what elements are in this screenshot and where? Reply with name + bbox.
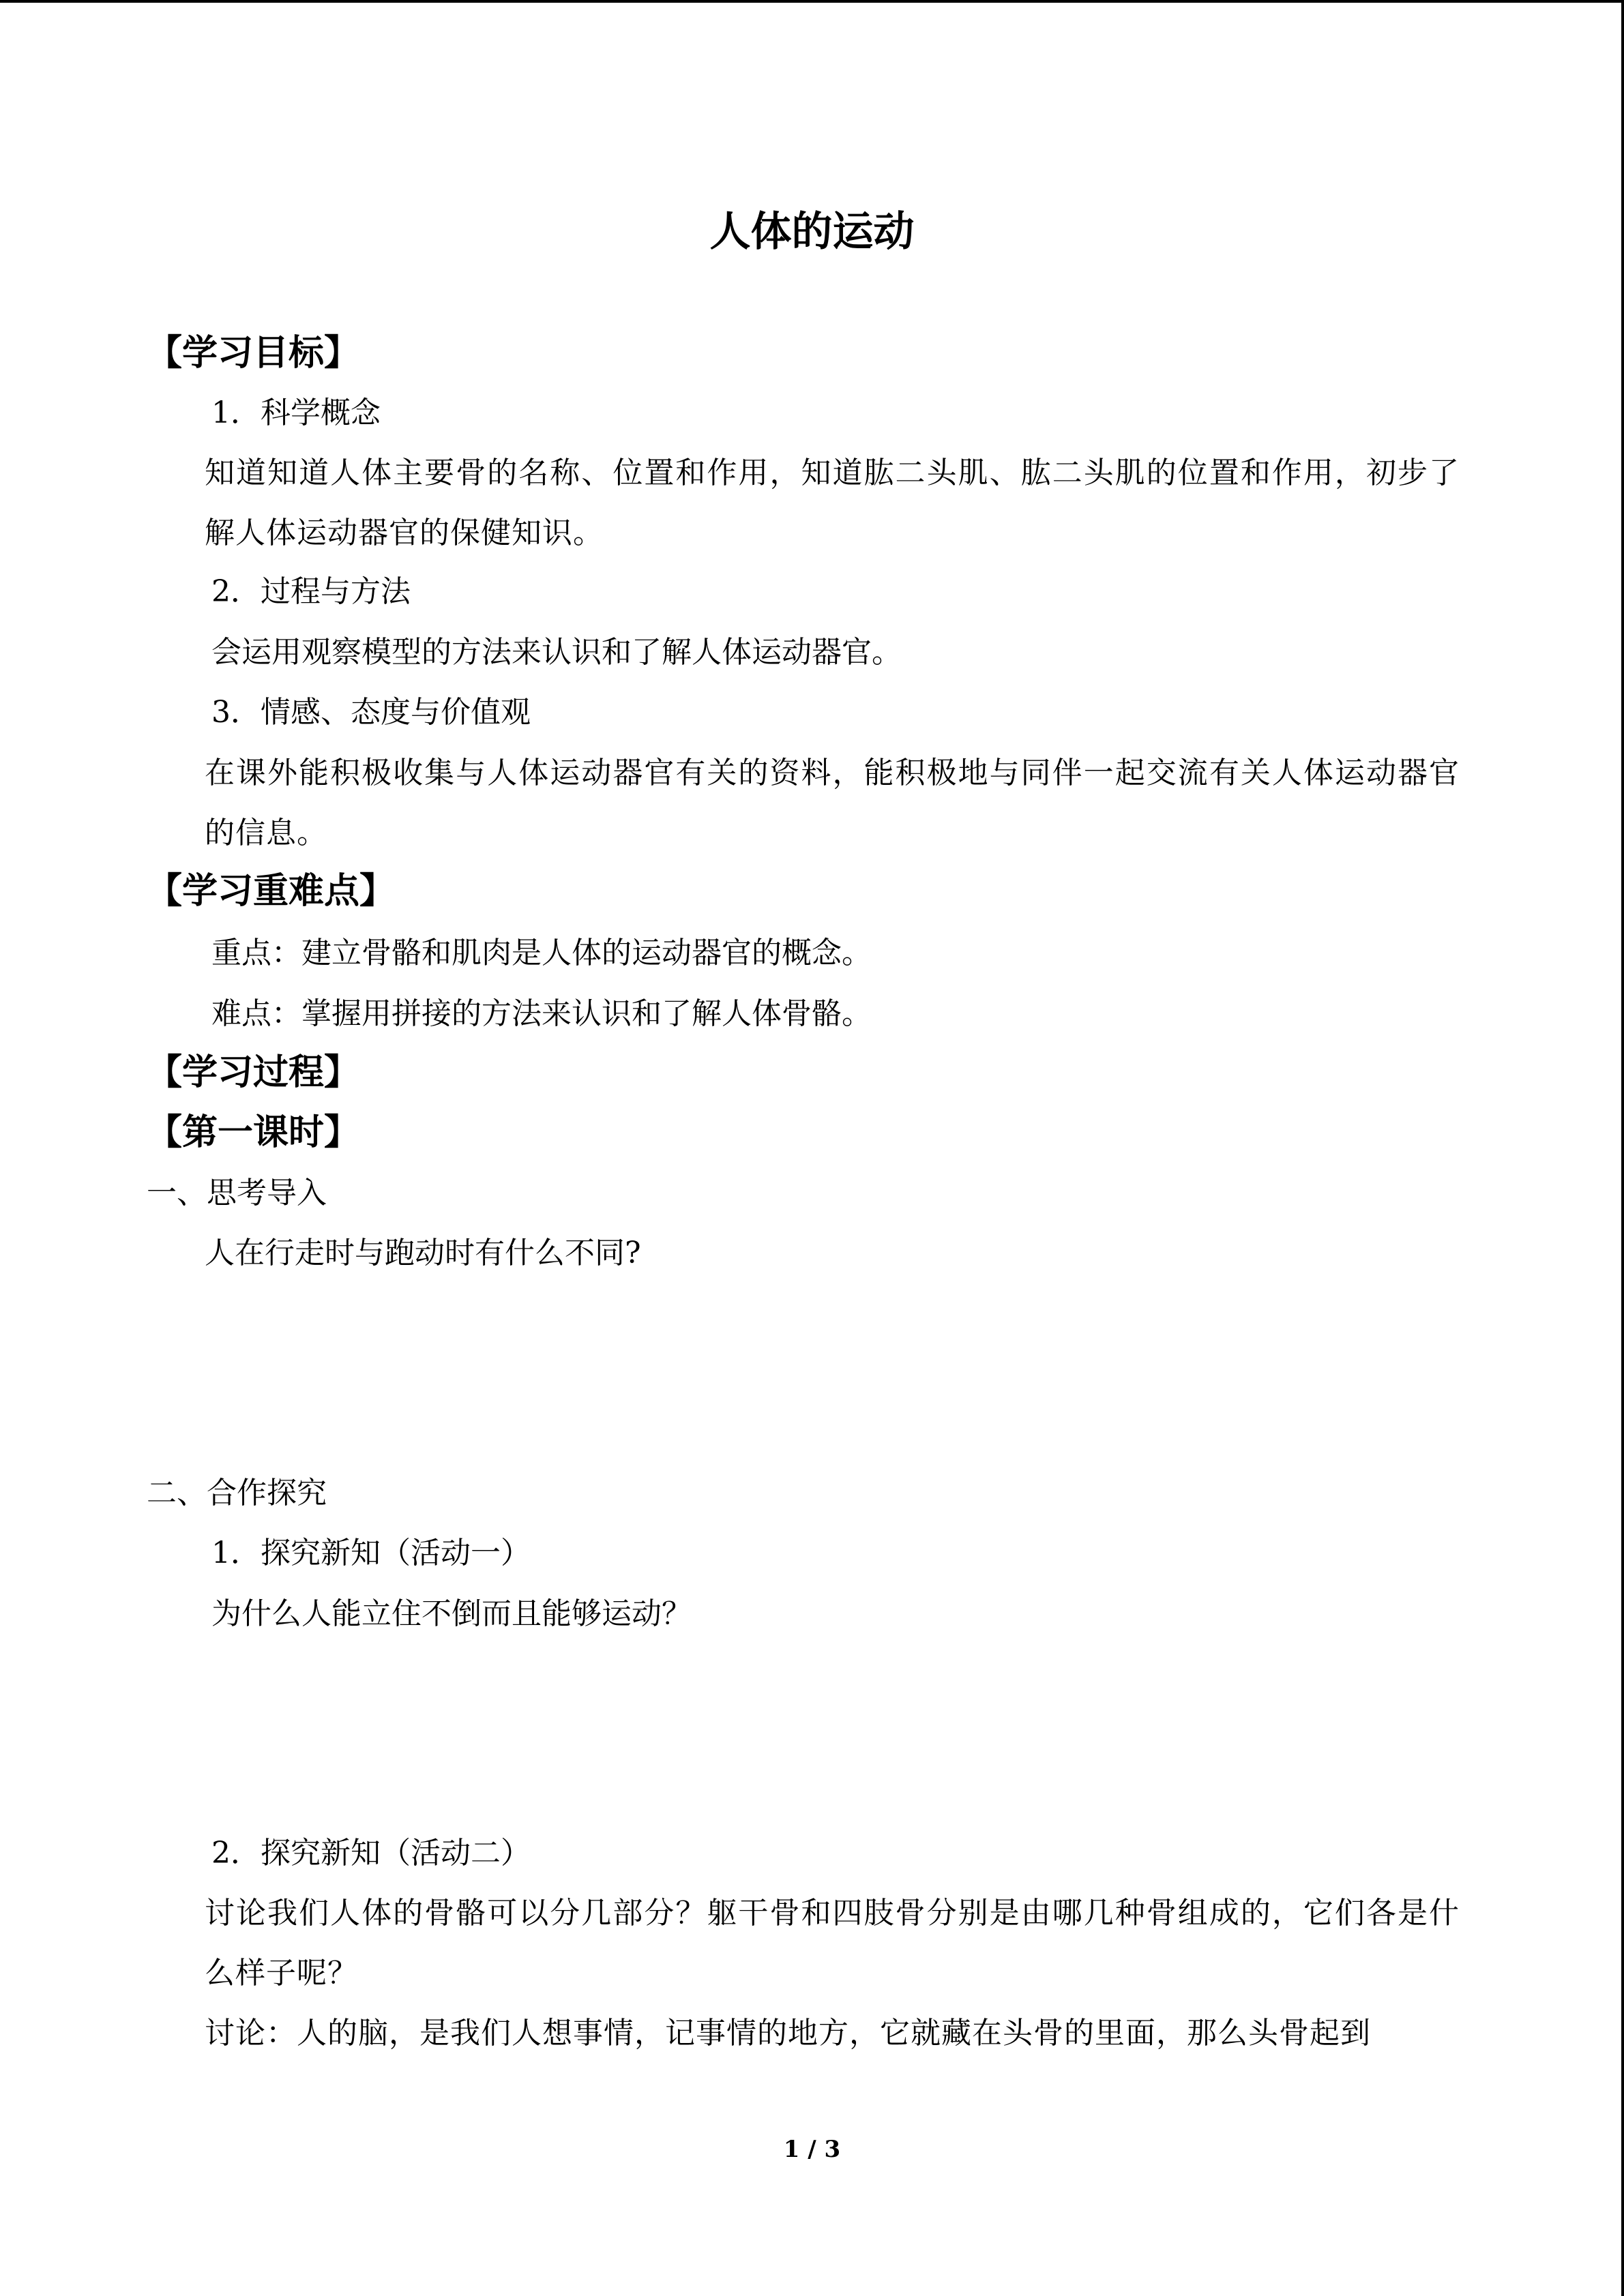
goal-attitude-values-label: 3．情感、态度与价值观 (211, 695, 531, 730)
page-number: 1 / 3 (783, 2136, 841, 2163)
difficult-point-text: 难点：掌握用拼接的方法来认识和了解人体骨骼。 (211, 996, 872, 1031)
learning-process-heading: 【学习过程】 (147, 1052, 360, 1093)
goal-attitude-values-text: 在课外能积极收集与人体运动器官有关的资料，能积极地与同伴一起交流有关人体运动器官的信息。 (205, 756, 1460, 850)
activity-two-text: 讨论我们人体的骨骼可以分几部分？躯干骨和四肢骨分别是由哪几种骨组成的，它们各是什么样子呢？ (205, 1896, 1460, 1991)
learning-goals-heading: 【学习目标】 (147, 333, 360, 374)
part-one-label: 一、思考导入 (147, 1176, 327, 1210)
key-difficult-points-heading: 【学习重难点】 (147, 871, 396, 912)
discussion-text: 讨论：人的脑，是我们人想事情，记事情的地方，它就藏在头骨的里面，那么头骨起到 (205, 2016, 1371, 2051)
goal-process-method-text: 会运用观察模型的方法来认识和了解人体运动器官。 (211, 635, 902, 670)
part-one-question: 人在行走时与跑动时有什么不同? (205, 1236, 641, 1270)
key-point-text: 重点：建立骨骼和肌肉是人体的运动器官的概念。 (211, 936, 872, 970)
goal-science-concept-label: 1．科学概念 (211, 396, 381, 430)
goal-science-concept-text: 知道知道人体主要骨的名称、位置和作用，知道肱二头肌、肱二头肌的位置和作用，初步了解人体运动器官的保健知识。 (205, 456, 1460, 550)
activity-one-label: 1．探究新知（活动一） (211, 1536, 531, 1570)
goal-process-method-label: 2．过程与方法 (211, 574, 411, 609)
document-title: 人体的运动 (709, 208, 915, 256)
part-two-label: 二、合作探究 (147, 1476, 327, 1510)
activity-one-question: 为什么人能立住不倒而且能够运动？ (211, 1596, 692, 1631)
activity-two-label: 2．探究新知（活动二） (211, 1836, 531, 1870)
first-lesson-heading: 【第一课时】 (147, 1112, 360, 1153)
